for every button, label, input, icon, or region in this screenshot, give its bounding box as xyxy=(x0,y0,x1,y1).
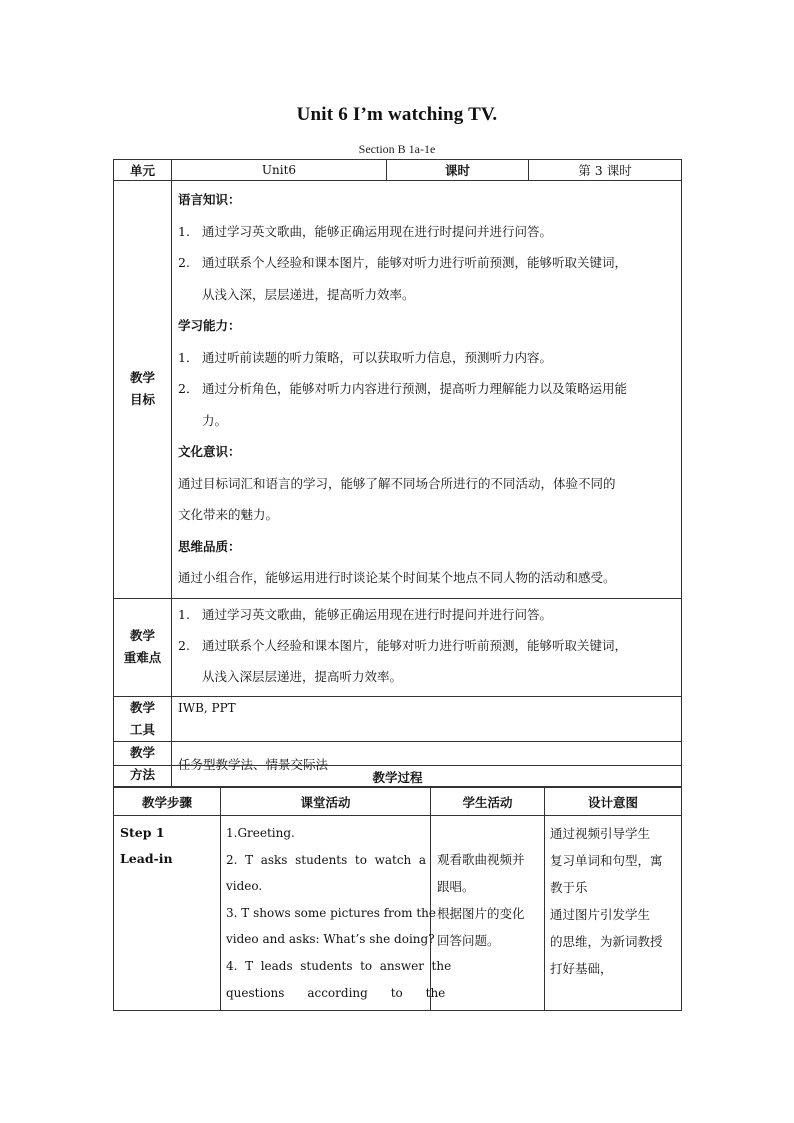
process-title-row xyxy=(114,766,682,788)
intent-line: 通过视频引导学生 xyxy=(550,826,651,841)
tools-label-line1: 教学 xyxy=(129,699,155,715)
item-number: 2． xyxy=(178,381,199,396)
intent-line: 的思维，为新词教授 xyxy=(550,934,663,949)
objectives-label xyxy=(114,181,172,599)
methods-label-line2: 方法 xyxy=(129,766,155,782)
item-text: 通过联系个人经验和课本图片，能够对听力进行听前预测，能够听取关键词， xyxy=(202,255,628,270)
intent-line: 复习单词和句型，寓 xyxy=(550,853,663,868)
student-activity-line: 跟唱。 xyxy=(437,879,475,894)
item-text: 通过学习英文歌曲，能够正确运用现在进行时提问并进行问答。 xyxy=(202,223,553,239)
column-header: 学生活动 xyxy=(431,788,545,816)
activity-line: questions according to the xyxy=(226,985,446,1000)
unit-value: Unit6 xyxy=(172,160,387,181)
paragraph-line: 通过小组合作，能够运用进行时谈论某个时间某个地点不同人物的活动和感受。 xyxy=(178,570,616,585)
item-number: 1. xyxy=(178,606,190,622)
item-continuation: 力。 xyxy=(202,412,228,428)
section-heading: 思维品质： xyxy=(178,538,241,554)
class-activities xyxy=(221,816,452,1011)
activity-line: 4. T leads students to answer the xyxy=(226,958,452,973)
list-item xyxy=(178,342,675,374)
list-item xyxy=(178,373,675,405)
teaching-process-table xyxy=(113,765,682,1011)
step-number: Step 1 xyxy=(120,825,165,840)
student-activities xyxy=(431,816,545,1011)
page-title: Unit 6 I’m watching TV. xyxy=(296,104,498,125)
tools-label-line2: 工具 xyxy=(129,721,155,737)
key-points-label xyxy=(114,598,172,696)
intent-line: 打好基础， xyxy=(550,961,613,976)
tools-label xyxy=(114,696,172,741)
step-name: Lead-in xyxy=(120,851,173,866)
activity-line: 2. T asks students to watch a xyxy=(226,852,427,867)
item-text: 通过听前读题的听力策略，可以获取听力信息，预测听力内容。 xyxy=(202,349,553,365)
tools-row xyxy=(114,696,682,741)
process-column-headers xyxy=(114,788,682,816)
step-cell xyxy=(114,816,221,1011)
page-subtitle: Section B 1a-1e xyxy=(358,142,436,156)
column-header: 课堂活动 xyxy=(221,788,431,816)
objectives-row xyxy=(114,181,682,599)
header-row xyxy=(114,160,682,181)
objectives-label-line2: 目标 xyxy=(129,392,155,408)
item-number: 1. xyxy=(178,223,190,239)
section-heading: 学习能力： xyxy=(178,318,241,333)
list-item xyxy=(178,630,675,661)
item-text: 通过分析角色，能够对听力内容进行预测，提高听力理解能力以及策略运用能 xyxy=(202,381,628,396)
list-item xyxy=(178,247,675,279)
paragraph-line: 通过目标词汇和语言的学习，能够了解不同场合所进行的不同活动，体验不同的 xyxy=(178,475,616,491)
item-number: 1． xyxy=(178,349,199,365)
item-text: 通过学习英文歌曲，能够正确运用现在进行时提问并进行问答。 xyxy=(202,606,553,622)
objectives-label-line1: 教学 xyxy=(129,370,155,386)
tools-value: IWB, PPT xyxy=(172,696,682,741)
key-points-label-line2: 重难点 xyxy=(123,650,162,665)
student-activity-line: 回答问题。 xyxy=(437,933,500,948)
lesson-info-table xyxy=(113,159,682,787)
table-row xyxy=(114,816,682,1011)
list-item xyxy=(178,216,675,248)
key-points-label-line1: 教学 xyxy=(129,628,155,643)
item-text: 通过联系个人经验和课本图片，能够对听力进行听前预测，能够听取关键词， xyxy=(202,637,628,653)
activity-line: 3. T shows some pictures from the xyxy=(226,905,436,920)
student-activity-line: 观看歌曲视频并 xyxy=(437,852,525,867)
key-points-content xyxy=(172,598,682,696)
item-continuation: 从浅入深，层层递进，提高听力效率。 xyxy=(202,286,415,302)
paragraph-line: 文化带来的魅力。 xyxy=(178,507,279,522)
design-intent xyxy=(545,816,682,1011)
activity-line: video and asks: What’s she doing? xyxy=(226,932,435,947)
item-continuation: 从浅入深层层递进，提高听力效率。 xyxy=(202,668,403,684)
list-item xyxy=(178,599,675,630)
methods-label-line1: 教学 xyxy=(129,744,155,760)
methods-value: 任务型教学法、情景交际法 xyxy=(172,741,682,786)
key-points-row xyxy=(114,598,682,696)
section-heading: 语言知识： xyxy=(178,192,241,207)
student-activity-line: 根据图片的变化 xyxy=(437,906,525,921)
objectives-content xyxy=(172,181,682,599)
period-value: 第 3 课时 xyxy=(529,160,682,181)
period-label: 课时 xyxy=(387,160,529,181)
unit-label: 单元 xyxy=(114,160,172,181)
intent-line: 教于乐 xyxy=(550,880,588,895)
item-number: 2. xyxy=(178,255,190,270)
item-number: 2. xyxy=(178,637,190,653)
column-header: 教学步骤 xyxy=(114,788,221,816)
activity-line: video. xyxy=(226,879,263,894)
activity-line: 1.Greeting. xyxy=(226,826,295,840)
process-title: 教学过程 xyxy=(114,766,682,788)
column-header: 设计意图 xyxy=(545,788,682,816)
intent-line: 通过图片引发学生 xyxy=(550,907,651,922)
section-heading: 文化意识： xyxy=(178,444,241,459)
